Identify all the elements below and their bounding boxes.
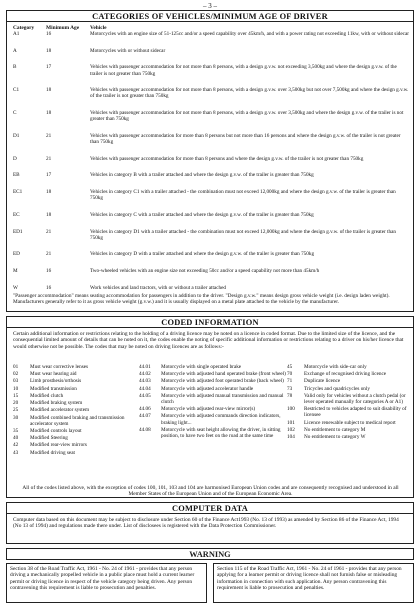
code-number: 20: [13, 400, 19, 407]
passenger-accommodation-note: "Passenger accommodation" means seating accommodation for passengers in addition to the driver. "Design g.v.w." means design gross vehicle weight (i.e. design laden weight). Manufacturers generally refer to it as gross vehicle weight (g.v.w.) and it is usually displayed on a metal plate attached to the vehicle by the manufacturer.: [13, 293, 390, 306]
category-code: EB: [13, 172, 20, 179]
categories-section: [6, 10, 414, 312]
category-min-age: 16: [46, 284, 52, 291]
code-number: 40: [13, 435, 19, 442]
category-code: C: [13, 110, 17, 116]
code-description: Modified accelerator system: [30, 407, 90, 414]
code-item: [287, 434, 409, 440]
code-number: 25: [13, 407, 19, 414]
category-min-age: 18: [46, 189, 52, 195]
category-min-age: 17: [46, 64, 52, 71]
category-code: W: [13, 284, 18, 291]
category-code: ED1: [13, 228, 23, 235]
code-description: Tricycles and quadricycles only: [304, 385, 370, 392]
code-number: 35: [13, 427, 19, 434]
category-row: [7, 229, 413, 241]
category-row: [7, 87, 413, 99]
category-code: C1: [13, 87, 20, 94]
category-vehicle-description: Vehicles in category D1 with a trailer attached - the combination must not exceed 12,000kg and where the design g.v.w. of the trailer is greater than 750kg: [90, 228, 397, 241]
code-description: Modified combined braking and transmission accelerator system: [30, 414, 125, 427]
code-number: 43: [13, 449, 19, 456]
code-description: Limb prosthesis/orthosis: [30, 378, 82, 385]
code-item: [139, 378, 287, 384]
code-description: Modified controls layout: [30, 427, 82, 434]
col-age-header: Minimum Age: [46, 25, 80, 31]
code-item: [139, 413, 287, 425]
categories-list: [7, 31, 413, 293]
warning-section-115: Section 115 of the Road Traffic Act, 1961 - No. 24 of 1961 - provides that any person applying for a learner permit or driving licence shall not furnish false or misleading information in connection with such application. Any person contravening this requirement is liable to prosecution and penalties.: [213, 563, 414, 603]
category-vehicle-description: Vehicles with passenger accommodation for more than 8 persons but not more than 16 persons and where the design g.v.w. of the trailer is not greater than 750kg: [90, 132, 401, 145]
computer-data-section: [6, 502, 414, 544]
code-description: Must wear hearing aid: [30, 371, 77, 378]
code-description: Motorcycle with seat height allowing the driver, in sitting position, to have two feet on the road at the same time: [161, 426, 281, 439]
category-min-age: 18: [46, 110, 52, 116]
category-row: [7, 172, 413, 178]
code-description: Motorcycle with single operated brake: [161, 364, 242, 370]
code-item: [287, 364, 409, 370]
code-number: 44.01: [139, 364, 151, 370]
document-page: [6, 2, 414, 612]
code-item: [139, 364, 287, 370]
code-item: [13, 364, 139, 370]
code-item: [13, 415, 139, 427]
warning-boxes: [6, 563, 414, 603]
category-vehicle-description: Motorcycles with or without sidecar: [90, 47, 166, 54]
category-vehicle-description: Vehicles with passenger accommodation for not more than 8 persons, with a design g.v.w. over 3,500kg but not over 7,500kg and where the design g.v.w. of the trailer is not greater than 750kg: [90, 87, 409, 100]
category-min-age: 21: [46, 155, 52, 162]
code-description: Modified clutch: [30, 392, 64, 399]
category-code: A: [13, 47, 17, 54]
col-category-header: Category: [13, 25, 35, 31]
code-number: 10: [13, 385, 19, 392]
code-item: [287, 378, 409, 384]
category-row: [7, 285, 413, 291]
code-item: [13, 393, 139, 399]
code-item: [13, 371, 139, 377]
code-item: [287, 393, 409, 405]
code-number: 101: [287, 419, 295, 426]
code-number: 44.08: [139, 426, 151, 433]
code-item: [287, 420, 409, 426]
category-min-age: 18: [46, 211, 52, 218]
col-vehicle-header: Vehicle: [90, 25, 107, 31]
codes-column-3: [287, 364, 409, 483]
code-item: [139, 386, 287, 392]
codes-column-1: [13, 364, 139, 483]
code-description: Restricted to vehicles adapted to suit disability of licensee: [304, 406, 407, 419]
code-description: Licence renewable subject to medical report: [304, 419, 396, 426]
codes-column-2: [139, 364, 287, 483]
code-number: 70: [287, 371, 293, 378]
code-item: [13, 450, 139, 456]
category-min-age: 21: [46, 228, 52, 235]
category-row: [7, 133, 413, 145]
coded-information-heading: CODED INFORMATION: [7, 317, 413, 328]
code-number: 30: [13, 414, 19, 421]
code-number: 02: [13, 371, 19, 378]
category-vehicle-description: Two-wheeled vehicles with an engine size not exceeding 50cc and/or a speed capability not more than 45km/h: [90, 268, 320, 274]
category-code: D1: [13, 132, 20, 139]
category-row: [7, 212, 413, 218]
code-number: 102: [287, 426, 295, 433]
category-row: [7, 31, 413, 37]
code-description: Modified braking system: [30, 400, 83, 407]
category-min-age: 21: [46, 132, 52, 139]
code-description: Modified transmission: [30, 385, 77, 392]
category-code: A1: [13, 31, 20, 37]
code-description: Motorcycle with adjusted manual transmission and manual clutch: [161, 392, 284, 405]
code-description: Motorcycle with side-car only: [304, 364, 367, 370]
category-vehicle-description: Vehicles in category D with a trailer attached and where the design g.v.w. of the trailer is greater than 750kg: [90, 251, 315, 258]
computer-data-text: Computer data based on this document may be subject to disclosure under Section 60 of the Finance Act1993 (No. 13 of 1993) as amended by Section 86 of the Finance Act, 1994 (No 13 of 1994) and regulations made there under. List of disclosees is registered with the Data Protection Commissioner.: [13, 517, 399, 530]
computer-data-heading: COMPUTER DATA: [7, 503, 413, 514]
category-vehicle-description: Vehicles in category C with a trailer attached and where the design g.v.w. of the trailer is greater than 750kg: [90, 211, 314, 218]
code-number: 104: [287, 434, 295, 440]
code-number: 01: [13, 364, 19, 370]
code-description: Modified driving seat: [30, 449, 75, 456]
category-min-age: 18: [46, 47, 52, 54]
code-description: Duplicate licence: [304, 378, 341, 385]
category-code: B: [13, 64, 17, 71]
category-vehicle-description: Vehicles with passenger accommodation for not more than 8 persons, with a design g.v.w. not exceeding 3,500kg and where the design g.v.w. of the trailer is not greater than 750kg: [90, 64, 397, 77]
category-vehicle-description: Motorcycles with an engine size of 51-125cc and/or a speed capability over 45km/h, and with a power rating not exceeding 11kw, with or without sidecar: [90, 31, 409, 37]
coded-information-footer: All of the codes listed above, with the exception of codes 100, 101, 103 and 104 are harmonised European Union codes and are consequently recognised and understood in all Member States of the European Union and of the European Economic Area.: [22, 485, 399, 498]
code-item: [139, 371, 287, 377]
code-item: [287, 406, 409, 418]
category-code: EC1: [13, 189, 23, 195]
category-vehicle-description: Vehicles in category B with a trailer attached and where the design g.v.w. of the trailer is greater than 750kg: [90, 172, 314, 179]
code-number: 42: [13, 442, 19, 449]
category-min-age: 16: [46, 268, 52, 274]
code-item: [13, 400, 139, 406]
code-number: 71: [287, 378, 293, 385]
code-number: 44.04: [139, 385, 151, 392]
category-row: [7, 64, 413, 76]
code-item: [13, 428, 139, 434]
code-item: [139, 393, 287, 405]
category-vehicle-description: Vehicles in category C1 with a trailer attached - the combination must not exceed 12,000kg and where the design g.v.w. of the trailer is greater than 750kg: [90, 189, 396, 202]
category-vehicle-description: Vehicles with passenger accommodation for more than 8 persons and where the design g.v.w. of the trailer is not greater than 750kg: [90, 155, 364, 162]
code-description: Modified Steering: [30, 435, 68, 442]
code-description: No entitlement to category M: [304, 426, 366, 433]
code-number: 44.05: [139, 392, 151, 399]
code-description: Motorcycle with adjusted hand operated brake (front wheel): [161, 371, 286, 378]
code-item: [13, 442, 139, 448]
code-description: Motorcycle with adjusted foot operated brake (back wheel): [161, 378, 284, 385]
code-number: 44.07: [139, 413, 151, 420]
code-item: [139, 427, 287, 439]
code-description: Motorcycle with adjusted rear-view mirror(s): [161, 406, 256, 413]
code-description: Exchange of recognised driving licence: [304, 371, 387, 378]
code-description: No entitlement to category W: [304, 434, 366, 440]
code-number: 100: [287, 406, 295, 413]
category-row: [7, 110, 413, 122]
category-code: D: [13, 155, 17, 162]
code-item: [13, 386, 139, 392]
code-item: [287, 427, 409, 433]
code-description: Valid only for vehicles without a clutch pedal (or lever operated manually for categories A or A1): [304, 392, 406, 405]
category-code: EC: [13, 211, 20, 218]
category-min-age: 16: [46, 31, 52, 37]
page-number: – 3 –: [203, 2, 217, 10]
code-description: Modified rear-view mirrors: [30, 442, 87, 449]
categories-heading: CATEGORIES OF VEHICLES/MINIMUM AGE OF DRIVER: [7, 11, 413, 22]
categories-column-headers: [7, 22, 413, 31]
code-description: Must wear corrective lenses: [30, 364, 89, 370]
code-item: [13, 435, 139, 441]
warning-section-38: Section 38 of the Road Traffic Act, 1961 - No. 24 of 1961 - provides that any person driving a mechanically propelled vehicle in a public place must hold a current learner permit or driving licence in respect of the vehicle category being driven. Any person contravening this requirement is liable to prosecution and penalties.: [6, 563, 207, 603]
category-min-age: 18: [46, 87, 52, 94]
coded-information-intro: Certain additional information or restrictions relating to the holding of a driving licence may be noted on a licence in coded format. Due to the limited size of the licence, and the consequential limited amount of details that can be noted on it, the codes enable the noting of specific additional information or restrictions relating to a driver on his/her licence that would otherwise not be possible. The codes that may be noted on driving licences are as follows:-: [13, 331, 404, 350]
code-number: 78: [287, 392, 293, 399]
code-item: [13, 407, 139, 413]
code-number: 73: [287, 385, 293, 392]
category-row: [7, 48, 413, 54]
code-number: 45: [287, 364, 293, 370]
code-number: 44.06: [139, 406, 151, 413]
code-description: Motorcycle with adjusted commands direction indicators, braking light...: [161, 413, 281, 426]
codes-grid: [7, 364, 413, 483]
category-min-age: 17: [46, 172, 52, 179]
category-code: M: [13, 268, 18, 274]
category-row: [7, 189, 413, 201]
code-item: [287, 371, 409, 377]
code-number: 44.02: [139, 371, 151, 378]
code-number: 44.03: [139, 378, 151, 385]
code-number: 15: [13, 392, 19, 399]
code-number: 03: [13, 378, 19, 385]
code-item: [139, 406, 287, 412]
code-description: Motorcycle with adjusted accelerator handle: [161, 385, 254, 392]
code-item: [287, 386, 409, 392]
category-vehicle-description: Vehicles with passenger accommodation for not more than 8 persons, with a design g.v.w. over 3,500kg and where the design g.v.w. of the trailer is not greater than 750kg: [90, 110, 404, 123]
category-code: ED: [13, 251, 20, 258]
category-row: [7, 156, 413, 162]
category-vehicle-description: Work vehicles and land tractors, with or without a trailer attached: [90, 284, 226, 291]
warning-heading: WARNING: [6, 548, 414, 560]
category-min-age: 21: [46, 251, 52, 258]
code-item: [13, 378, 139, 384]
category-row: [7, 251, 413, 257]
category-row: [7, 268, 413, 274]
coded-information-section: [6, 316, 414, 498]
warning-section: [6, 548, 414, 603]
